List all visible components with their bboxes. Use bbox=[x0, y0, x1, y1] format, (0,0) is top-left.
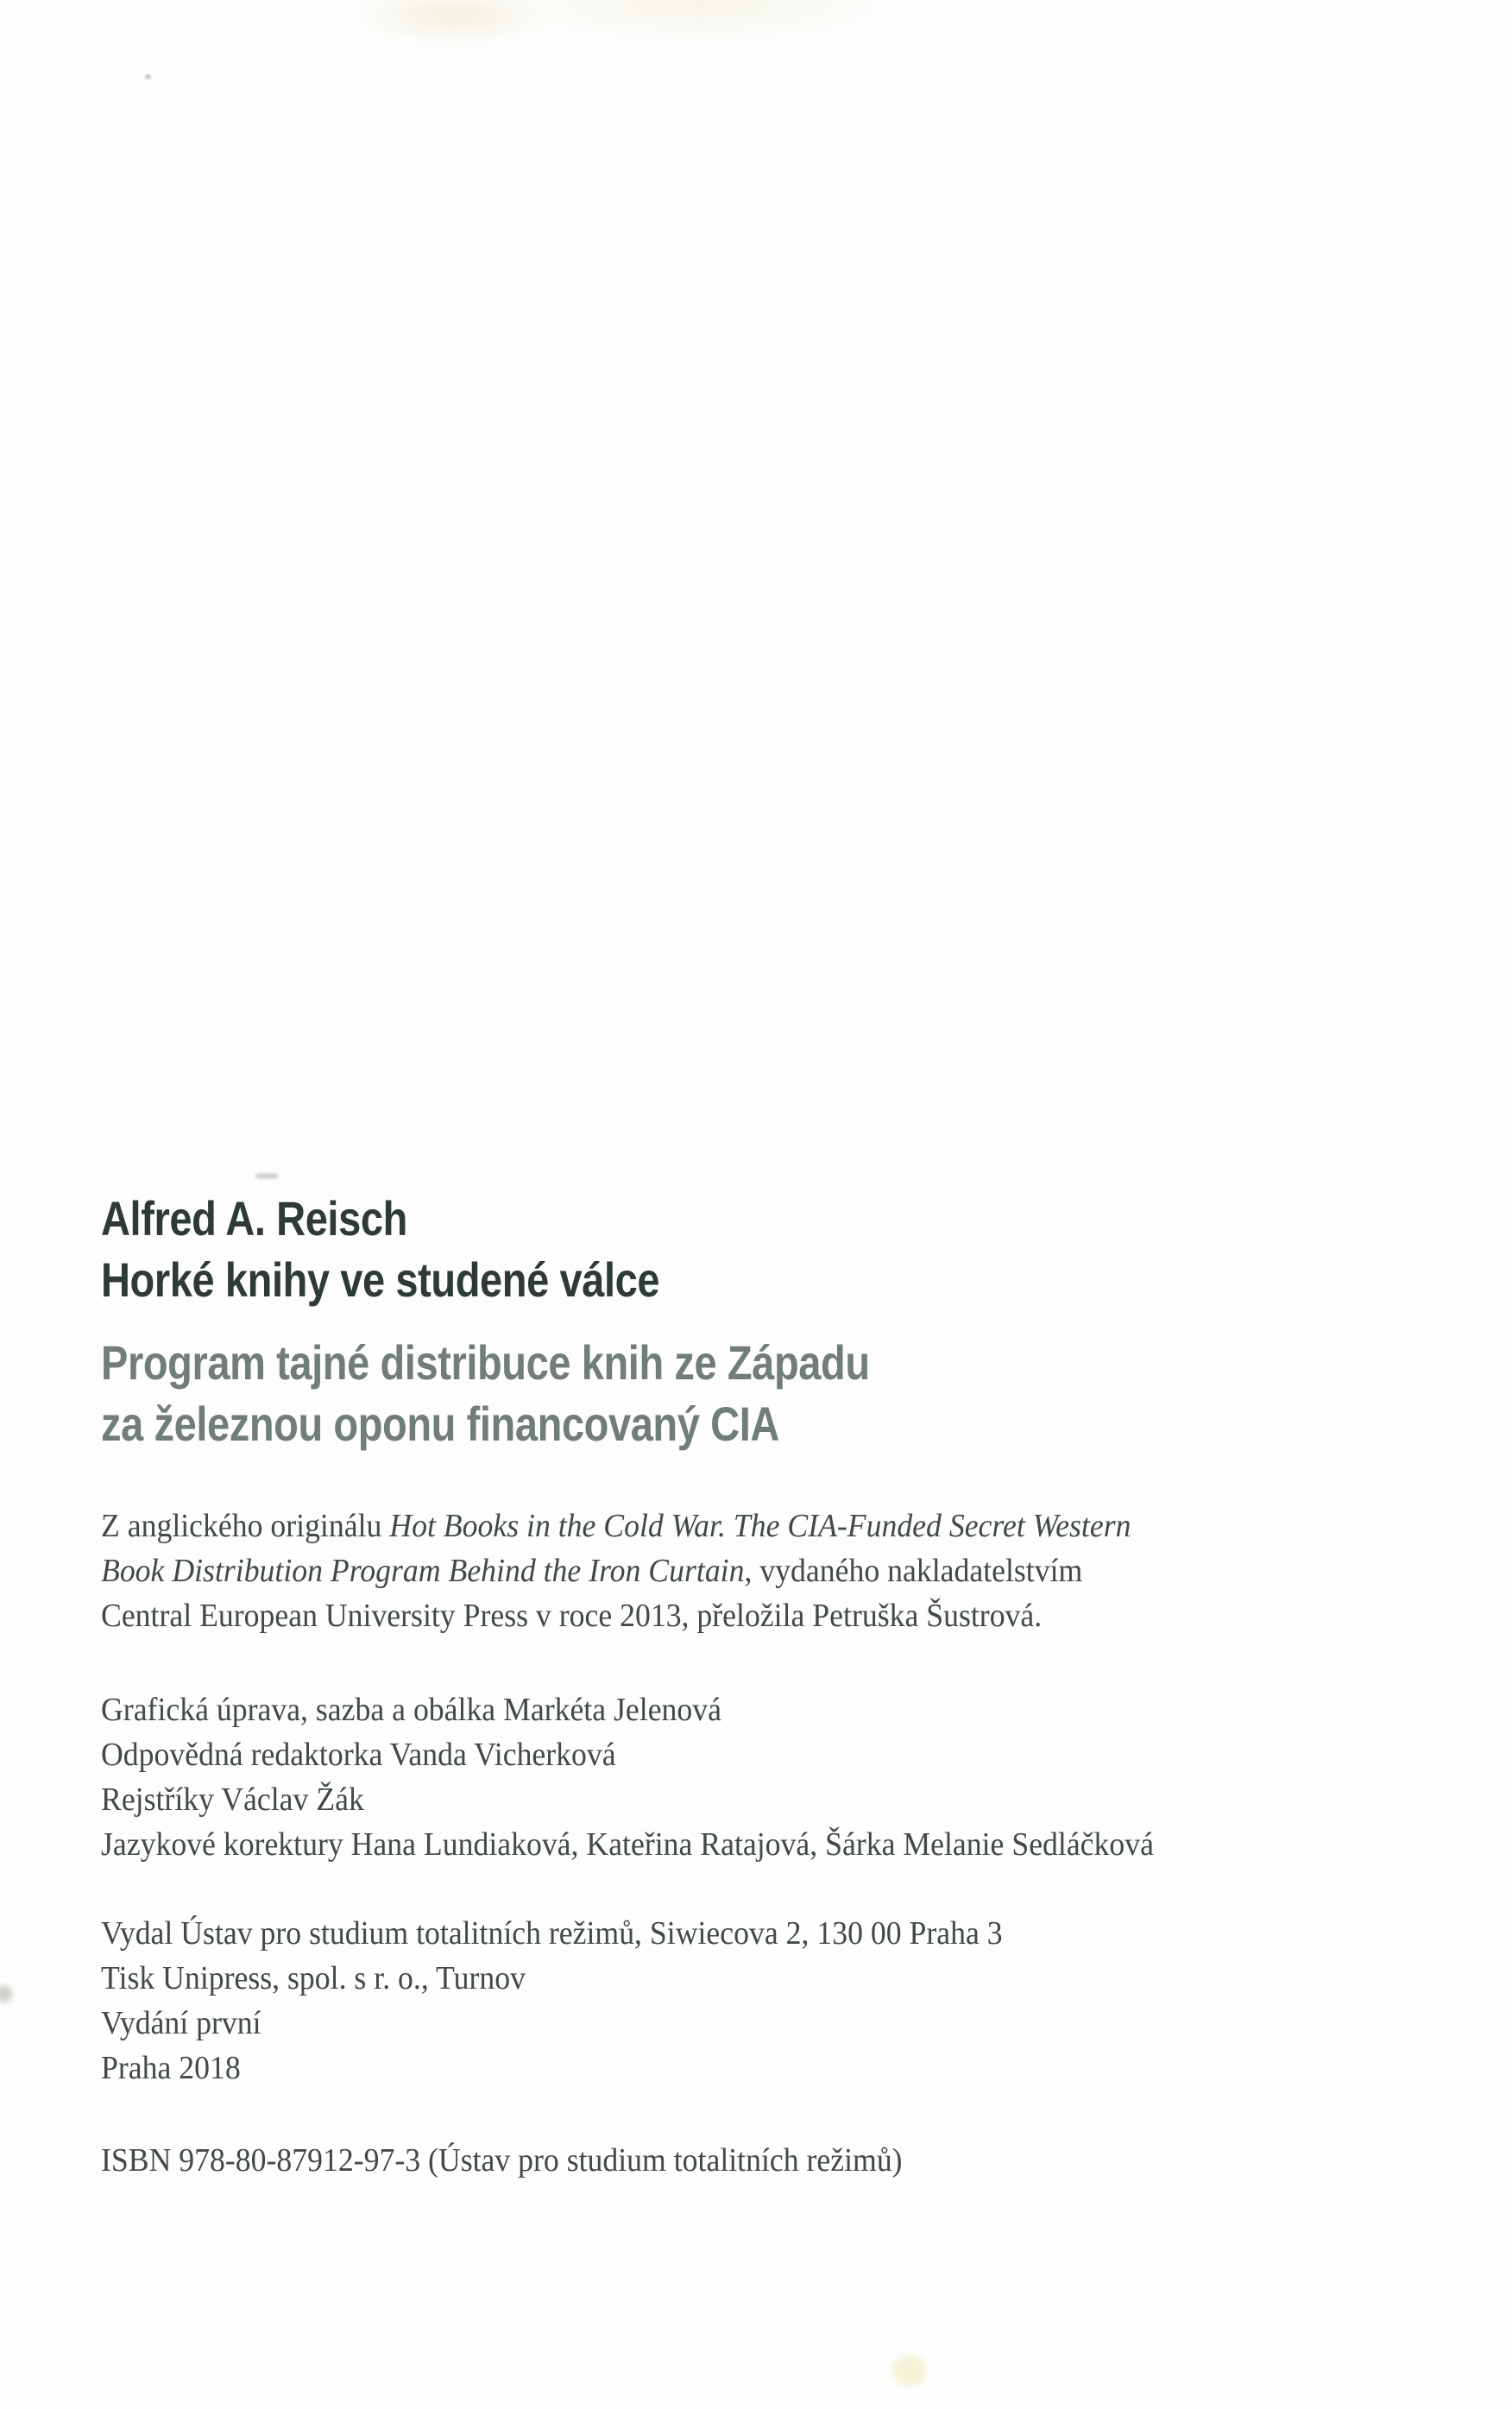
book-title: Horké knihy ve studené válce bbox=[101, 1252, 660, 1307]
publisher-line: Vydal Ústav pro studium totalitních režimů, Siwiecova 2, 130 00 Praha 3 bbox=[101, 1915, 1003, 1952]
credit-graphic-design: Grafická úprava, sazba a obálka Markéta Jelenová bbox=[101, 1692, 721, 1728]
scan-smudge-top bbox=[354, 0, 552, 45]
original-title-part-1: Hot Books in the Cold War. The CIA-Funded Secret Western bbox=[389, 1508, 1131, 1544]
origin-note-text: , vydaného nakladatelstvím bbox=[744, 1553, 1083, 1589]
credit-indexes: Rejstříky Václav Žák bbox=[101, 1782, 364, 1818]
scan-smudge-bottom bbox=[893, 2356, 926, 2386]
credit-proofreading: Jazykové korektury Hana Lundiaková, Kateřina Ratajová, Šárka Melanie Sedláčková bbox=[101, 1826, 1154, 1863]
origin-note-text: Z anglického originálu bbox=[101, 1508, 390, 1544]
original-title-part-2: Book Distribution Program Behind the Iron Curtain bbox=[101, 1553, 745, 1589]
subtitle-line-1: Program tajné distribuce knih ze Západu bbox=[101, 1335, 870, 1390]
scan-speck bbox=[255, 1174, 278, 1178]
origin-note-line-3 bbox=[101, 1593, 1131, 1638]
isbn-line: ISBN 978-80-87912-97-3 (Ústav pro studium totalitních režimů) bbox=[101, 2142, 903, 2179]
origin-note-text: Central European University Press v roce 2013, přeložila Petruška Šustrová. bbox=[101, 1598, 1043, 1634]
origin-note-line-1 bbox=[101, 1504, 1131, 1548]
subtitle-line-2: za železnou oponu financovaný CIA bbox=[101, 1397, 779, 1451]
origin-note bbox=[101, 1504, 1131, 1638]
credit-editor: Odpovědná redaktorka Vanda Vicherková bbox=[101, 1737, 616, 1773]
scan-speck bbox=[145, 74, 151, 79]
scan-smudge-top bbox=[518, 0, 880, 39]
scan-speck-left-edge bbox=[0, 1985, 12, 2002]
credits-block bbox=[101, 1687, 1154, 1867]
book-subtitle bbox=[101, 1332, 870, 1454]
edition-line: Vydání první bbox=[101, 2005, 261, 2041]
place-year-line: Praha 2018 bbox=[101, 2050, 241, 2086]
origin-note-line-2 bbox=[101, 1548, 1131, 1593]
publisher-block bbox=[101, 1911, 1003, 2091]
title-block bbox=[101, 1188, 870, 1454]
author-name: Alfred A. Reisch bbox=[101, 1191, 407, 1245]
printer-line: Tisk Unipress, spol. s r. o., Turnov bbox=[101, 1960, 526, 1996]
